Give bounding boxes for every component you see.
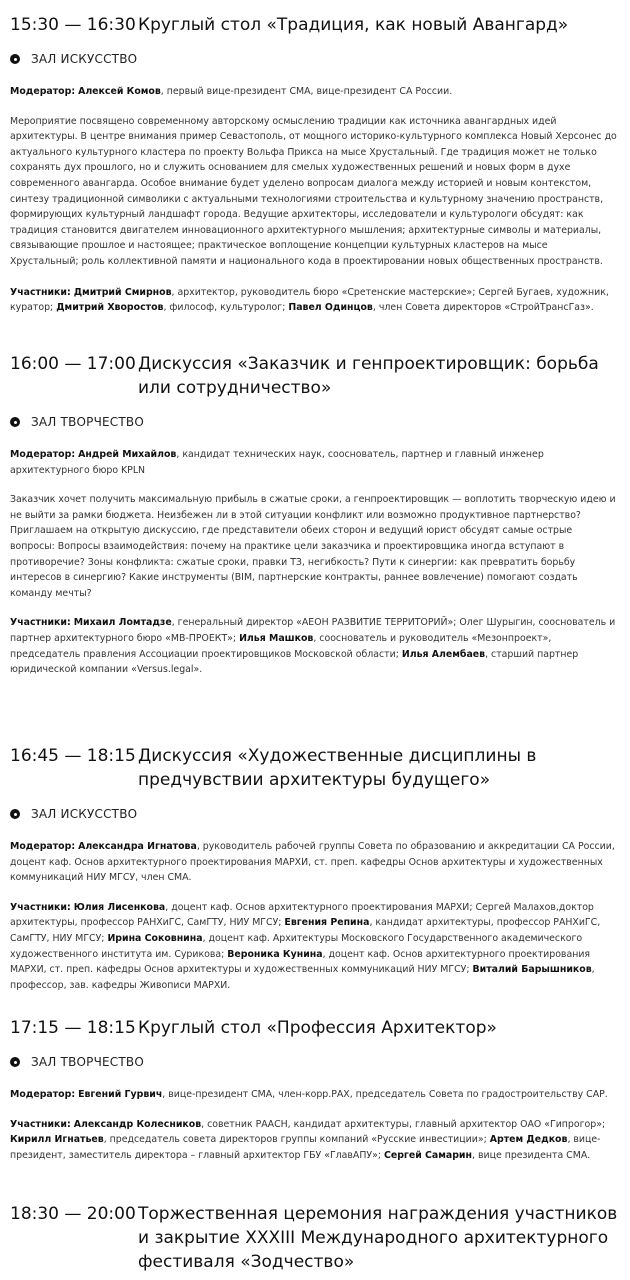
- event-header: [10, 744, 618, 792]
- participants-label: Участники:: [10, 1118, 71, 1130]
- event-description: Мероприятие посвящено современному авторскому осмыслению традиции как источника авангардных идей архитектуры. В центре внимания пример Севастополь, от мощного историко-культурного комплекса Новый Херсонес до актуального культурного кластера по проекту Вольфа Прикса на мысе Хрустальный. Где традиция может не только сохранять дух прошлого, но и служить основанием для смелых художественных решений и новых форм в духе современного авангарда. Особое внимание будет уделено вопросам диалога между историей и новым контекстом, синтезу традиционной символики с актуальными технологиями строительства и культурному значению пространств, формирующих культурный ландшафт города. Ведущие архитекторы, исследователи и культурологи обсудят: как традиция становится двигателем инновационного архитектурного мышления; архитектурные символы и материалы, связывающие прошлое и настоящее; практическое воплощение концепции культурных кластеров на мысе Хрустальный; роль коллективной памяти и национального кода в проектировании новых общественных пространств.: [10, 115, 617, 267]
- hall-label: ЗАЛ ИСКУССТВО: [31, 52, 138, 66]
- participants-line: [10, 900, 618, 994]
- moderator-info: , первый вице-президент СМА, вице-президент СА России.: [160, 86, 453, 97]
- participants-label: Участники:: [10, 901, 71, 913]
- moderator-info: , руководитель рабочей группы Совета по образованию и аккредитации СА России, доцент каф. Основ архитектурного проектирования МАРХИ, ст. преп. кафедры Основ архитектуры и художественных коммуникаций НИУ МГСУ, член СМА.: [10, 841, 615, 884]
- event-header: [10, 1016, 618, 1040]
- participant-name: Александр Колесников: [73, 1118, 202, 1130]
- participants-label: Участники:: [10, 286, 71, 298]
- event-time: 15:30 — 16:30: [10, 15, 136, 35]
- participant-name: Кирилл Игнатьев: [10, 1134, 104, 1146]
- participant-name: Вероника Кунина: [227, 948, 323, 960]
- participant-info: , сооснователь и руководитель «Мезонпроект», председатель правления Ассоциации проектировщиков Московской области;: [10, 632, 552, 660]
- participant-name: Артем Дедков: [489, 1134, 568, 1146]
- participant-name: Михаил Ломтадзе: [73, 617, 172, 629]
- participant-name: Илья Машков: [239, 632, 314, 644]
- participants-line: [10, 285, 618, 316]
- moderator-name: Александра Игнатова: [78, 841, 197, 852]
- hall-row: [10, 805, 618, 823]
- moderator-line: [10, 839, 618, 886]
- hall-row: [10, 50, 618, 68]
- participant-info: , председатель совета директоров группы компаний «Русские инвестиции»;: [103, 1134, 490, 1146]
- participant-info: , вице-президент, заместитель директора – главный архитектор ГБУ «ГлавАПУ»;: [10, 1134, 601, 1161]
- event-title: Круглый стол «Профессия Архитектор»: [138, 1018, 497, 1038]
- location-pin-icon: [10, 1057, 20, 1067]
- participant-info: , доцент каф. Основ архитектурного проектирования МАРХИ, ст. преп. кафедры Основ архитектуры и художественных коммуникаций НИУ МГСУ;: [10, 948, 591, 976]
- location-pin-icon: [10, 809, 20, 819]
- hall-row: [10, 1053, 618, 1071]
- hall-row: [10, 413, 618, 431]
- participant-name: Илья Алембаев: [401, 648, 486, 660]
- participant-info: , доцент каф. Архитектуры Московского Государственного академического художественного института им. Сурикова;: [10, 932, 583, 960]
- participant-info: , доцент каф. Основ архитектурного проектирования МАРХИ; Сергей Малахов,доктор архитектуры, профессор РАНХиГС, СамГТУ, НИУ МГСУ;: [10, 901, 594, 929]
- event-1: [10, 13, 618, 316]
- participant-info: , профессор, зав. кафедры Живописи МАРХИ.: [10, 964, 595, 991]
- event-header: [10, 352, 618, 400]
- moderator-info: , кандидат технических наук, сооснователь, партнер и главный инженер архитектурного бюро KPLN: [10, 449, 544, 476]
- participant-info: , архитектор, руководитель бюро «Сретенские мастерские»; Сергей Бугаев, художник, куратор;: [10, 286, 609, 314]
- participant-name: Юлия Лисенкова: [73, 901, 166, 913]
- event-4: [10, 1016, 618, 1163]
- event-description: Заказчик хочет получить максимальную прибыль в сжатые сроки, а генпроектировщик — воплотить творческую идею и не выйти за рамки бюджета. Неизбежен ли в этой ситуации конфликт или возможно продуктивное партнерство?: [10, 494, 616, 521]
- event-time: 16:45 — 18:15: [10, 746, 136, 766]
- event-time: 17:15 — 18:15: [10, 1018, 136, 1038]
- moderator-line: [10, 1087, 618, 1103]
- moderator-line: [10, 447, 618, 478]
- participant-info: , вице президента СМА.: [471, 1149, 591, 1161]
- event-time: 16:00 — 17:00: [10, 354, 136, 374]
- participants-label: Участники:: [10, 617, 71, 629]
- moderator-label: Модератор:: [10, 1089, 76, 1100]
- participant-info: , советник РААСН, кандидат архитектуры, главный архитектор ОАО «Гипрогор»;: [201, 1118, 606, 1130]
- participant-name: Павел Одинцов: [288, 302, 373, 314]
- event-5: [10, 1202, 618, 1274]
- moderator-label: Модератор:: [10, 841, 76, 852]
- participant-name: Дмитрий Хворостов: [56, 302, 164, 314]
- event-header: [10, 13, 618, 37]
- participants-line: [10, 1117, 618, 1164]
- event-title: Дискуссия «Художественные дисциплины в предчувствии архитектуры будущего»: [138, 746, 537, 790]
- hall-label: ЗАЛ ИСКУССТВО: [31, 807, 138, 821]
- hall-label: ЗАЛ ТВОРЧЕСТВО: [31, 415, 144, 429]
- participant-name: Евгения Репина: [284, 917, 370, 929]
- event-title: Дискуссия «Заказчик и генпроектировщик: борьба или сотрудничество»: [138, 354, 599, 398]
- moderator-info: , вице-президент СМА, член-корр.РАХ, председатель Совета по градостроительству САР.: [162, 1089, 608, 1100]
- participant-name: Сергей Самарин: [383, 1149, 472, 1161]
- participant-info: , член Совета директоров «СтройТрансГаз».: [372, 302, 594, 314]
- event-3: [10, 744, 618, 993]
- event-2: [10, 352, 618, 678]
- participant-info: , старший партнер юридической компании «Versus.legal».: [10, 648, 579, 676]
- participant-name: Дмитрий Смирнов: [73, 286, 172, 298]
- event-title: Торжественная церемония награждения участников и закрытие XXXIII Международного архитектурного фестиваля «Зодчество»: [138, 1204, 618, 1272]
- participant-name: Ирина Соковнина: [107, 932, 203, 944]
- event-time: 18:30 — 20:00: [10, 1204, 136, 1224]
- hall-label: ЗАЛ ТВОРЧЕСТВО: [31, 1055, 144, 1069]
- moderator-name: Андрей Михайлов: [78, 449, 177, 460]
- location-pin-icon: [10, 417, 20, 427]
- participant-info: , кандидат архитектуры, профессор РАНХиГС, СамГТУ, НИУ МГСУ;: [10, 917, 601, 944]
- participants-line: [10, 615, 618, 677]
- moderator-label: Модератор:: [10, 449, 76, 460]
- participant-info: , генеральный директор «АЕОН РАЗВИТИЕ ТЕРРИТОРИЙ»; Олег Шурыгин, сооснователь и партнер архитектурного бюро «МВ-ПРОЕКТ»;: [10, 617, 616, 644]
- event-header: [10, 1202, 618, 1274]
- moderator-name: Алексей Комов: [78, 86, 161, 97]
- participant-info: , философ, культуролог;: [163, 302, 289, 314]
- moderator-label: Модератор:: [10, 86, 76, 97]
- moderator-name: Евгений Гурвич: [78, 1089, 163, 1100]
- event-title: Круглый стол «Традиция, как новый Авангард»: [138, 15, 569, 35]
- moderator-line: [10, 84, 618, 100]
- event-description: Приглашаем на открытую дискуссию, где представители обеих сторон и ведущий юрист обсудят самые острые вопросы: Вопросы взаимодействия: почему на практике цели заказчика и проектировщика иногда вступают в противоречие? Зоны конфликта: сжатые сроки, правки ТЗ, негибкость? Пути к синергии: как превратить борьбу интересов в синергию? Какие инструменты (BIM, партнерские контракты, раннее вовлечение) помогают создать команду мечты?: [10, 525, 578, 599]
- location-pin-icon: [10, 54, 20, 64]
- participant-name: Виталий Барышников: [472, 964, 592, 976]
